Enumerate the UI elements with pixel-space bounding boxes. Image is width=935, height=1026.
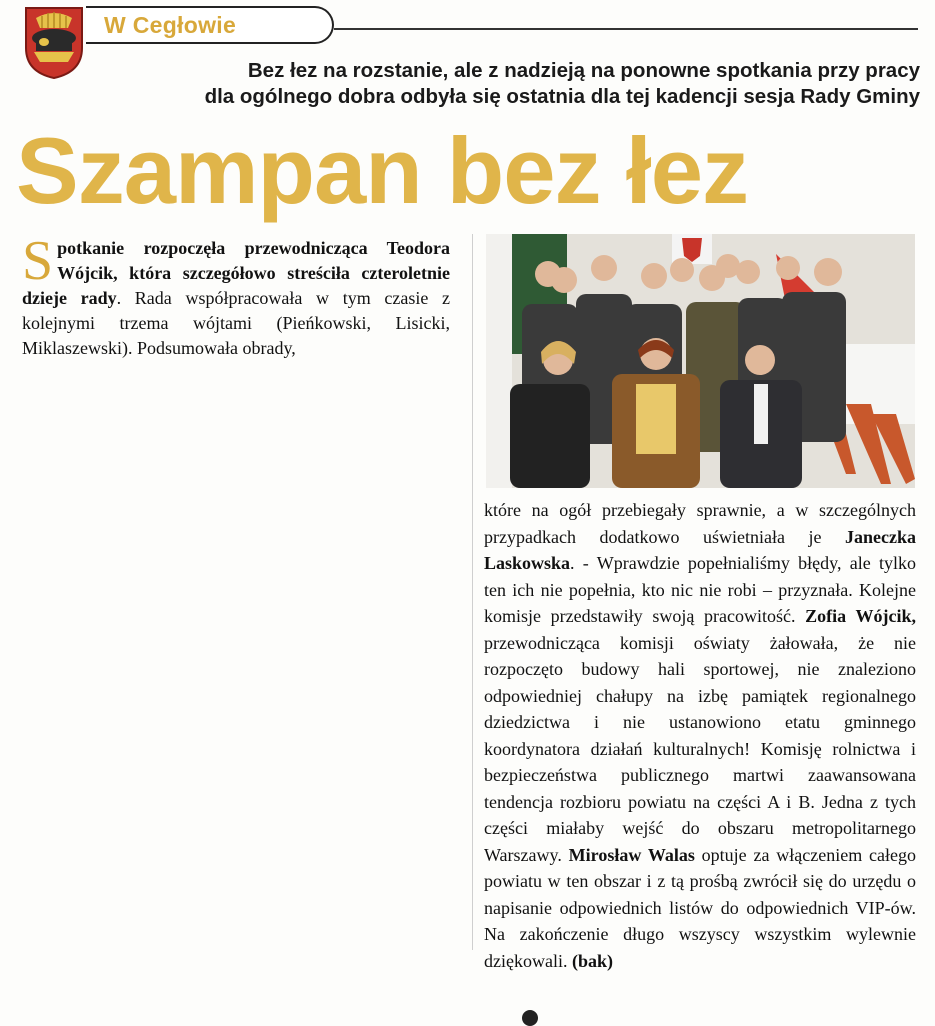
headline: Szampan bez łez (16, 118, 748, 223)
section-title: W Cegłowie (104, 12, 237, 38)
body-text: przewodnicząca komisji oświaty żałowała, że nie rozpoczęto budowy hali sportowej, nie znaleziono odpowiedniej chałupy na izbę pamiątek regionalnego dziedzictwa i nie ustanowiono etatu gminnego koordynatora działań kulturalnych! Komisję rolnictwa i bezpieczeństwa publicznego martwi zaawansowana tendencja rozbioru powiatu na części A i B. Jedna z tych części miałaby wejść do obszaru metropolitarnego Warszawy. (484, 632, 916, 865)
group-photo (486, 234, 915, 488)
body-text: . - Wprawdzie popełnialiśmy błędy, ale tylko ten ich nie popełnia, kto nic nie robi – przyznała. Kolejne komisje przedstawiły swoją pracowitość. (484, 553, 916, 626)
section-tab (86, 6, 334, 44)
body-text: optuje za włączeniem całego powiatu w ten obszar i z tą prośbą zwrócił się do urzędu o napisanie odpowiednich listów do odpowiednich VIP-ów. Na zakończenie długo wszyscy wszystkim wylewnie dziękowali. (484, 844, 916, 971)
lead-paragraph (20, 58, 920, 110)
intro-bold-text: potkanie rozpoczęła przewodnicząca Teodora Wójcik, która szczegółowo streściła czteroletnie dzieje rady (22, 238, 450, 308)
header-rule (334, 28, 918, 30)
body-text: które na ogół przebiegały sprawnie, a w szczególnych przypadkach dodatkowo uświetniała je (484, 500, 916, 547)
article-column-right (484, 497, 916, 974)
body-text: . Rada współpracowała w tym czasie z kolejnymi trzema wójtami (Pieńkowski, Lisicki, Miklaszewski). Podsumowała obrady, (22, 288, 450, 358)
drop-cap: S (22, 230, 54, 292)
person-name: Mirosław Walas (568, 844, 695, 865)
lead-line: Bez łez na rozstanie, ale z nadzieją na ponowne spotkania przy pracy (247, 59, 920, 82)
article-column-left (22, 230, 450, 361)
author-signature: (bak) (571, 950, 613, 971)
person-name: Zofia Wójcik, (805, 606, 916, 626)
person-name: Janeczka Laskowska (484, 526, 916, 573)
lead-line: dla ogólnego dobra odbyła się ostatnia dla tej kadencji sesja Rady Gminy (204, 85, 920, 108)
column-divider (472, 234, 473, 950)
